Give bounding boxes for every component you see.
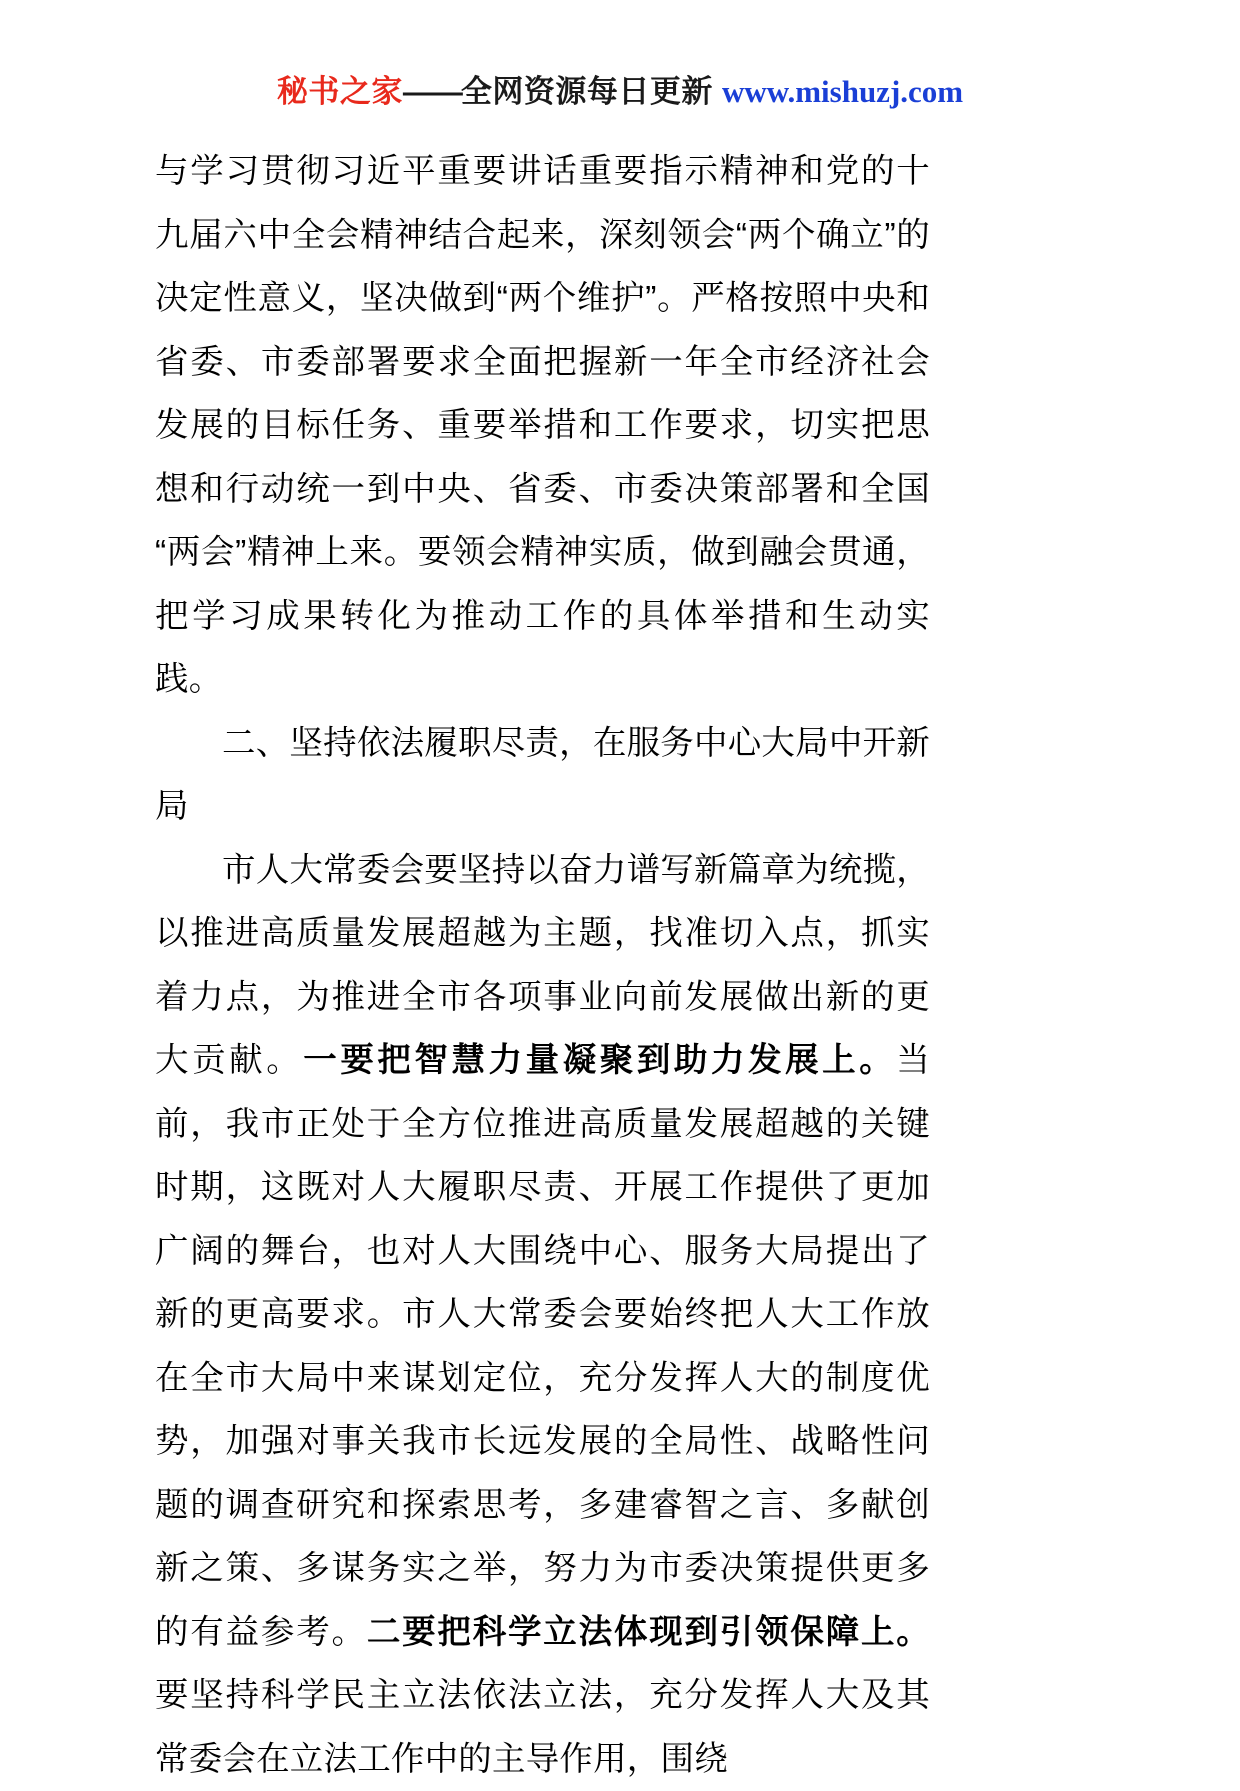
paragraph-1-run-1: 与学习贯彻习近平重要讲话重要指示精神和党的十九届六中全会精神结合起来，深刻领会“两个确立”的决定性意义，坚决做到“两个维护”。严格按照中央和省委、市委部署要求全面把握新一年全市经济社会发展的目标任务、重要举措和工作要求，切实把思想和行动统一到中央、省委、市委决策部署和全国“两会”精神上来。要领会精神实质，做到融会贯通，把学习成果转化为推动工作的具体举措和生动实践。: [155, 153, 930, 698]
paragraph-2-heading: [155, 712, 930, 839]
site-watermark-header: [0, 72, 1240, 112]
site-tagline: 全网资源每日更新: [461, 74, 722, 109]
paragraph-3: [155, 839, 930, 1791]
site-brand-name: 秘书之家: [277, 74, 403, 109]
document-text-body: [155, 140, 930, 1791]
paragraph-3-run-4-bold: 二要把科学立法体现到引领保障上。: [367, 1614, 930, 1651]
paragraph-2-run-1: 二、坚持依法履职尽责，在服务中心大局中开新局: [155, 725, 930, 826]
paragraph-3-run-5: 要坚持科学民主立法依法立法，充分发挥人大及其常委会在立法工作中的主导作用，围绕: [155, 1677, 930, 1778]
site-header-dash: ——: [403, 74, 461, 109]
paragraph-3-run-2-bold: 一要把智慧力量凝聚到助力发展上。: [303, 1042, 896, 1079]
site-url[interactable]: www.mishuzj.com: [722, 74, 963, 109]
paragraph-3-run-3: 当前，我市正处于全方位推进高质量发展超越的关键时期，这既对人大履职尽责、开展工作提供了更加广阔的舞台，也对人大围绕中心、服务大局提出了新的更高要求。市人大常委会要始终把人大工作放在全市大局中来谋划定位，充分发挥人大的制度优势，加强对事关我市长远发展的全局性、战略性问题的调查研究和探索思考，多建睿智之言、多献创新之策、多谋务实之举，努力为市委决策提供更多的有益参考。: [155, 1042, 930, 1651]
paragraph-3-run-1: 市人大常委会要坚持以奋力谱写新篇章为统揽，以推进高质量发展超越为主题，找准切入点，抓实着力点，为推进全市各项事业向前发展做出新的更大贡献。: [155, 852, 930, 1080]
paragraph-1: [155, 140, 930, 712]
